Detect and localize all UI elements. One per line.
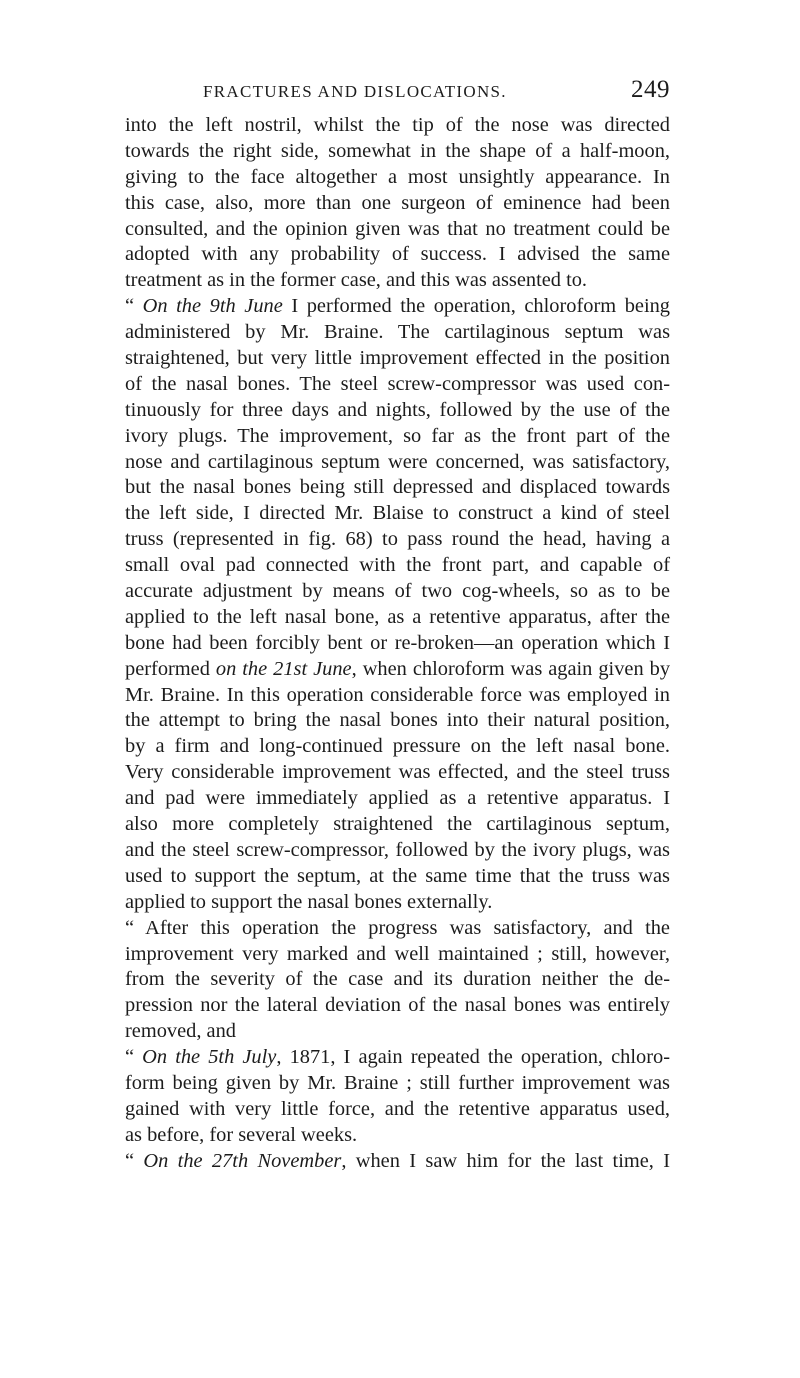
text-line — [125, 450, 670, 476]
text-segment: “ — [125, 1149, 144, 1172]
text-line — [125, 1097, 670, 1123]
text-segment: form being given by Mr. Braine ; still further improvement was — [125, 1071, 670, 1094]
text-line — [125, 734, 670, 760]
text-segment: by a firm and long-continued pressure on the left nasal bone. — [125, 735, 670, 758]
text-segment: ivory plugs. The improvement, so far as the front part of the — [125, 424, 670, 447]
text-line — [125, 398, 670, 424]
text-line — [125, 268, 670, 294]
text-segment: straightened, but very little improvement effected in the position — [125, 347, 670, 370]
text-line — [125, 838, 670, 864]
text-segment: the left side, I directed Mr. Blaise to construct a kind of steel — [125, 502, 670, 525]
text-segment: into the left nostril, whilst the tip of the nose was directed — [125, 114, 670, 136]
text-segment: the attempt to bring the nasal bones into their natural position, — [125, 709, 670, 732]
text-line — [125, 890, 670, 916]
text-line — [125, 475, 670, 501]
italic-date: on the 21st June — [215, 657, 352, 680]
text-line — [125, 320, 670, 346]
text-line — [125, 191, 670, 217]
text-segment: small oval pad connected with the front part, and capable of — [125, 554, 670, 577]
text-segment: administered by Mr. Braine. The cartilaginous septum was — [125, 321, 670, 344]
text-line — [125, 942, 670, 968]
text-segment: used to support the septum, at the same time that the truss was — [125, 864, 670, 887]
text-segment: “ — [125, 1046, 143, 1069]
italic-date: On the 9th June — [142, 295, 283, 318]
text-segment: applied to support the nasal bones externally. — [125, 890, 493, 913]
text-segment: improvement very marked and well maintained ; still, however, — [125, 942, 670, 965]
text-segment: pression nor the lateral deviation of the nasal bones was entirely — [125, 994, 670, 1017]
text-line — [125, 165, 670, 191]
text-segment: truss (represented in fig. 68) to pass round the head, having a — [125, 528, 670, 551]
text-segment: consulted, and the opinion given was that no treatment could be — [125, 217, 670, 240]
text-segment: Mr. Braine. In this operation considerable force was employed in — [125, 683, 670, 706]
text-line — [125, 812, 670, 838]
text-line — [125, 786, 670, 812]
text-line — [125, 579, 670, 605]
text-line — [125, 527, 670, 553]
text-segment: towards the right side, somewhat in the shape of a half-moon, — [125, 139, 670, 162]
text-segment: from the severity of the case and its duration neither the de- — [125, 968, 670, 991]
running-header — [125, 76, 670, 108]
text-segment: adopted with any probability of success. I advised the same — [125, 243, 670, 266]
text-segment: this case, also, more than one surgeon of eminence had been — [125, 191, 670, 214]
running-title: FRACTURES AND DISLOCATIONS. — [203, 82, 507, 101]
text-segment: gained with very little force, and the retentive apparatus used, — [125, 1097, 670, 1120]
text-line — [125, 217, 670, 243]
body-text — [125, 113, 670, 1175]
text-segment: accurate adjustment by means of two cog-wheels, so as to be — [125, 580, 670, 603]
text-line — [125, 113, 670, 139]
text-line — [125, 967, 670, 993]
page-number: 249 — [631, 76, 670, 103]
text-line — [125, 760, 670, 786]
text-line — [125, 553, 670, 579]
text-line — [125, 139, 670, 165]
text-segment: giving to the face altogether a most unsightly appearance. In — [125, 165, 670, 188]
text-segment: tinuously for three days and nights, followed by the use of the — [125, 398, 670, 421]
text-segment: Very considerable improvement was effected, and the steel truss — [125, 761, 670, 784]
text-segment: performed — [125, 657, 216, 680]
text-segment: but the nasal bones being still depressed and displaced towards — [125, 476, 670, 499]
text-segment: as before, for several weeks. — [125, 1123, 358, 1146]
text-line — [125, 916, 670, 942]
text-segment: and pad were immediately applied as a retentive apparatus. I — [125, 787, 670, 810]
text-segment: I performed the operation, chloroform being — [282, 295, 670, 318]
text-segment: treatment as in the former case, and this was assented to. — [125, 269, 588, 292]
text-line — [125, 242, 670, 268]
text-line — [125, 605, 670, 631]
text-line — [125, 864, 670, 890]
text-line — [125, 1019, 670, 1045]
text-line — [125, 993, 670, 1019]
text-segment: , when I saw him for the last time, I — [341, 1149, 671, 1172]
text-segment: and the steel screw-compressor, followed by the ivory plugs, was — [125, 838, 670, 861]
text-line — [125, 294, 670, 320]
text-line — [125, 1071, 670, 1097]
text-line — [125, 1045, 670, 1071]
text-segment: “ — [125, 295, 143, 318]
text-line — [125, 708, 670, 734]
text-segment: of the nasal bones. The steel screw-compressor was used con- — [125, 372, 670, 395]
text-line — [125, 657, 670, 683]
text-segment: , 1871, I again repeated the operation, chloro- — [276, 1046, 670, 1069]
text-segment: “ After this operation the progress was satisfactory, and the — [125, 916, 670, 939]
text-segment: applied to the left nasal bone, as a retentive apparatus, after the — [125, 605, 670, 628]
text-line — [125, 1149, 670, 1175]
text-segment: nose and cartilaginous septum were concerned, was satisfactory, — [125, 450, 670, 473]
text-segment: also more completely straightened the cartilaginous septum, — [125, 813, 670, 836]
text-segment: removed, and — [125, 1020, 236, 1043]
text-segment: , when chloroform was again given by — [351, 657, 671, 680]
text-line — [125, 1123, 670, 1149]
text-line — [125, 424, 670, 450]
text-line — [125, 346, 670, 372]
text-line — [125, 501, 670, 527]
italic-date: On the 5th July — [142, 1046, 277, 1069]
text-line — [125, 683, 670, 709]
italic-date: On the 27th November — [143, 1149, 342, 1172]
text-line — [125, 372, 670, 398]
text-line — [125, 631, 670, 657]
text-segment: bone had been forcibly bent or re-broken—an operation which I — [125, 631, 670, 654]
